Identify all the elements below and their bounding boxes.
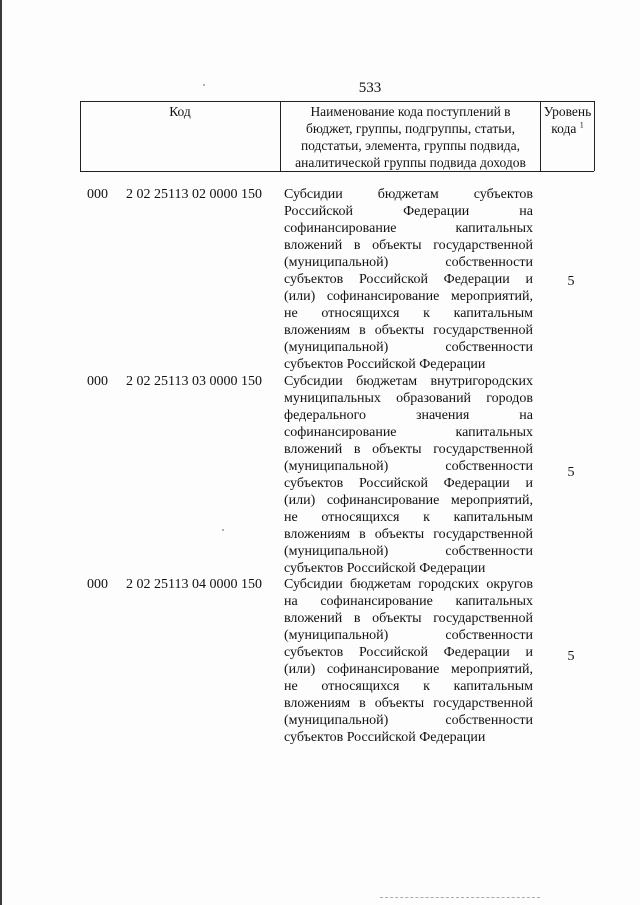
description-line: муниципальных образований городов — [284, 391, 533, 406]
code-prefix: 000 — [87, 187, 108, 202]
header-name-line: Наименование кода поступлений в — [310, 104, 511, 119]
description-line: субъектов Российской Федерации и — [284, 272, 533, 287]
description-line: (муниципальной) собственности — [284, 713, 533, 728]
code-description — [284, 186, 533, 373]
description-line: вложений в объекты государственной — [284, 238, 533, 253]
code-level: 5 — [567, 649, 575, 664]
scan-speck — [222, 529, 224, 531]
description-line: субъектов Российской Федерации — [284, 357, 486, 372]
description-line: Российской Федерации на — [284, 204, 533, 219]
description-line: вложениям в объекты государственной — [284, 696, 533, 711]
description-line: (муниципальной) собственности — [284, 628, 533, 643]
header-level-line1: Уровень — [543, 104, 592, 119]
header-level-text: кода — [551, 121, 577, 136]
description-line: (или) софинансирование мероприятий, — [284, 493, 533, 508]
description-line: вложений в объекты государственной — [284, 442, 533, 457]
code-prefix: 000 — [87, 374, 108, 389]
description-line: Субсидии бюджетам городских округов — [284, 577, 533, 592]
description-line: на софинансирование капитальных — [284, 594, 533, 609]
code-level: 5 — [567, 274, 575, 289]
description-line: субъектов Российской Федерации — [284, 730, 486, 745]
footnote-marker: 1 — [579, 120, 584, 130]
description-line: (муниципальной) собственности — [284, 544, 533, 559]
header-level — [541, 103, 594, 137]
header-top-rule — [80, 101, 594, 102]
code-prefix: 000 — [87, 577, 108, 592]
description-line: федерального значения на — [284, 408, 533, 423]
description-line: (муниципальной) собственности — [284, 340, 533, 355]
scan-edge-marks — [380, 897, 540, 899]
description-line: не относящихся к капитальным — [284, 306, 533, 321]
description-line: вложениям в объекты государственной — [284, 527, 533, 542]
header-code: Код — [169, 104, 191, 119]
header-bottom-rule — [80, 171, 594, 172]
description-line: (муниципальной) собственности — [284, 459, 533, 474]
description-line: (муниципальной) собственности — [284, 255, 533, 270]
header-right-border — [594, 101, 595, 171]
description-line: вложениям в объекты государственной — [284, 323, 533, 338]
code-description — [284, 373, 533, 577]
description-line: (или) софинансирование мероприятий, — [284, 662, 533, 677]
header-name-line: аналитической группы подвида доходов — [295, 155, 526, 170]
description-line: субъектов Российской Федерации — [284, 561, 486, 576]
description-line: вложений в объекты государственной — [284, 611, 533, 626]
description-line: субъектов Российской Федерации и — [284, 476, 533, 491]
income-code: 2 02 25113 04 0000 150 — [126, 577, 262, 592]
description-line: Субсидии бюджетам внутригородских — [284, 374, 533, 389]
page-number: 533 — [358, 80, 382, 96]
income-code: 2 02 25113 03 0000 150 — [126, 374, 262, 389]
description-line: софинансирование капитальных — [284, 425, 533, 440]
description-line: субъектов Российской Федерации и — [284, 645, 533, 660]
description-line: Субсидии бюджетам субъектов — [284, 187, 533, 202]
scan-speck — [203, 84, 205, 86]
income-code: 2 02 25113 02 0000 150 — [126, 187, 262, 202]
code-level: 5 — [567, 465, 575, 480]
header-level-line2 — [541, 120, 594, 137]
header-name-line: подстатьи, элемента, группы подвида, — [300, 138, 521, 153]
description-line: не относящихся к капитальным — [284, 679, 533, 694]
description-line: софинансирование капитальных — [284, 221, 533, 236]
code-description — [284, 576, 533, 746]
header-name-line: бюджет, группы, подгруппы, статьи, — [306, 121, 515, 136]
header-name — [281, 103, 540, 171]
description-line: (или) софинансирование мероприятий, — [284, 289, 533, 304]
description-line: не относящихся к капитальным — [284, 510, 533, 525]
